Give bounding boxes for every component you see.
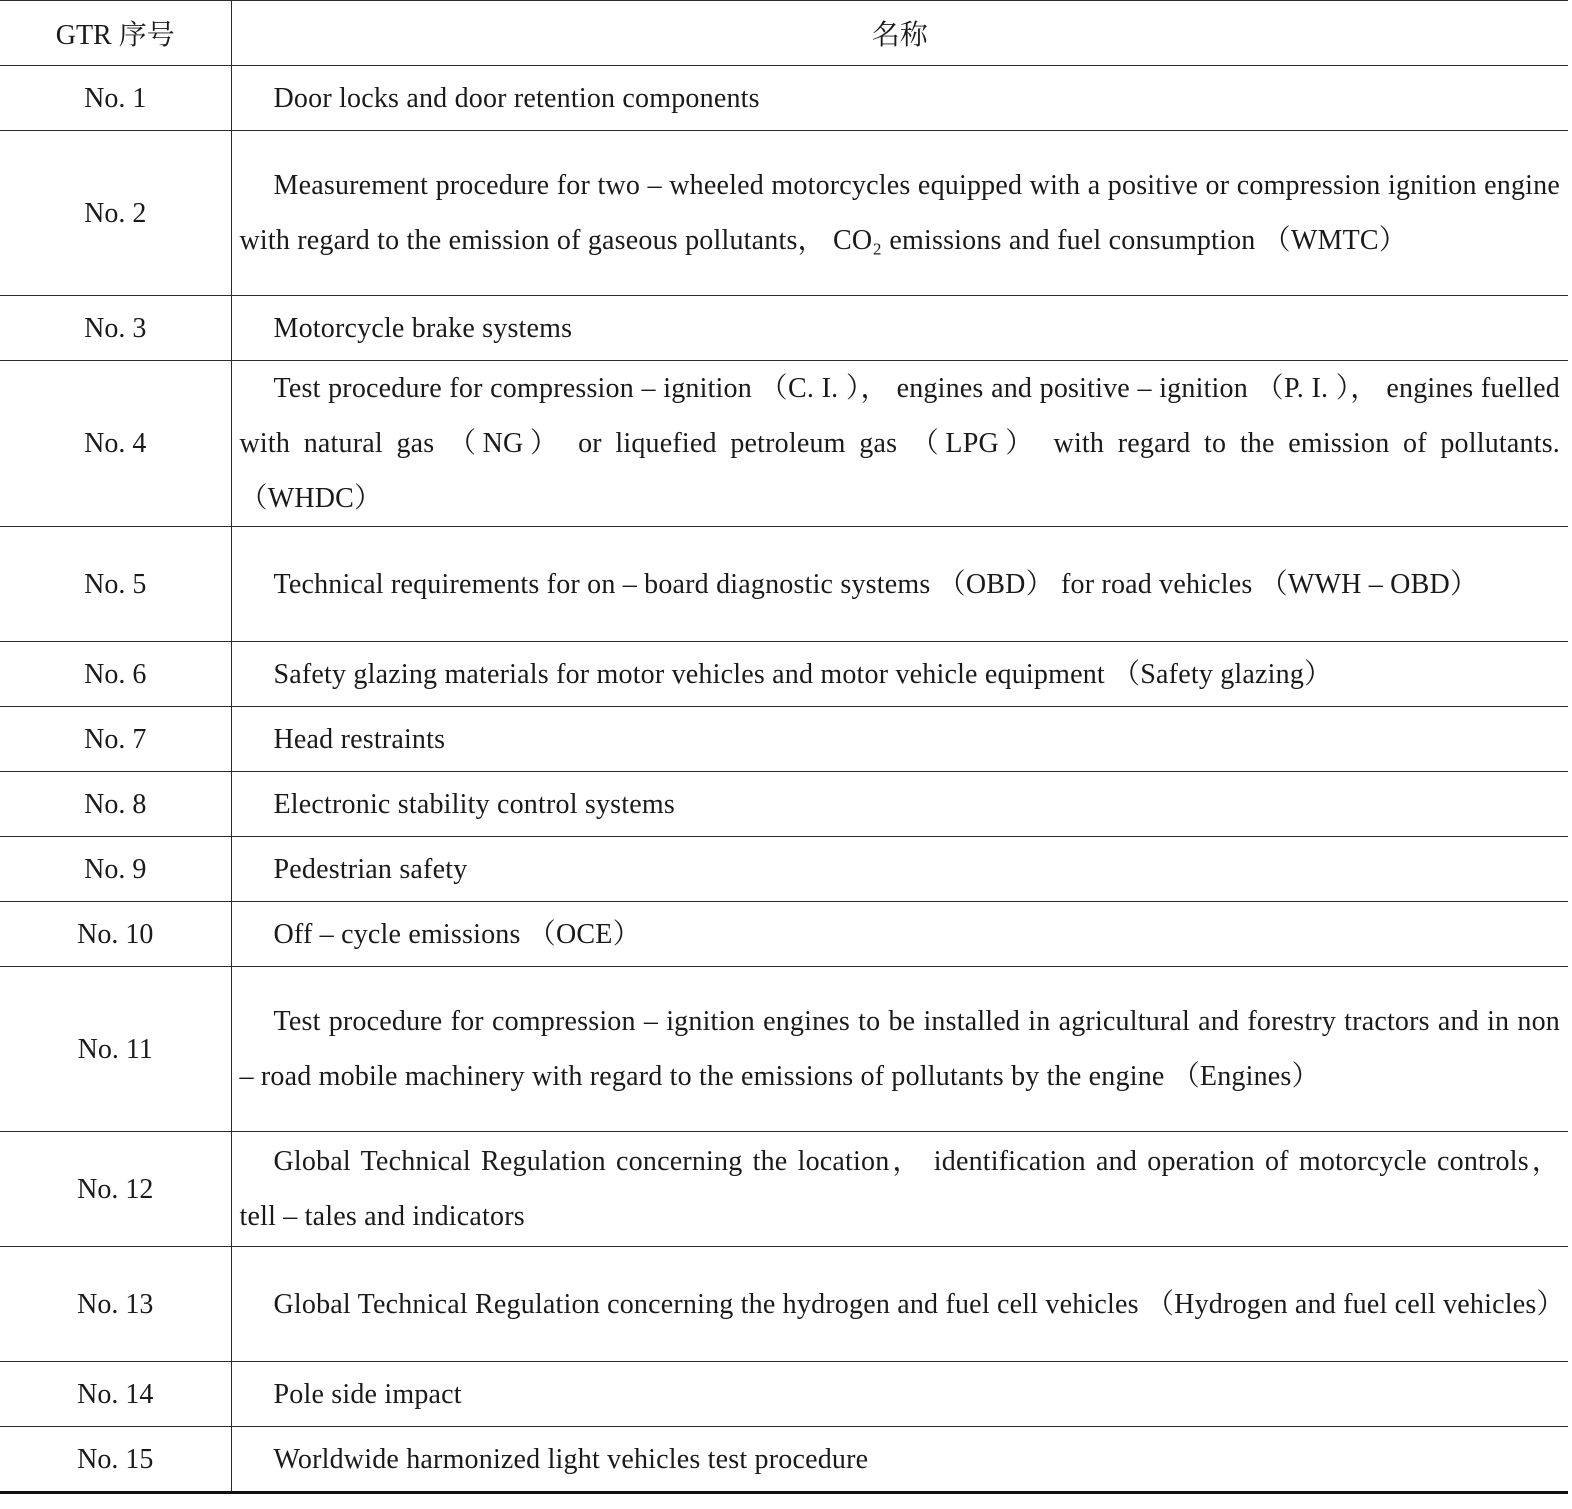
gtr-number-cell: No. 3 [0, 296, 231, 361]
table-row [0, 527, 1568, 642]
table-row [0, 1132, 1568, 1247]
gtr-number-cell: No. 13 [0, 1247, 231, 1362]
table-row [0, 66, 1568, 131]
gtr-name-cell: Test procedure for compression – ignition engines to be installed in agricultural and forestry tractors and in non – road mobile machinery with regard to the emissions of pollutants by the engine （Engines） [231, 967, 1568, 1132]
gtr-number-cell: No. 2 [0, 131, 231, 296]
header-name: 名称 [231, 1, 1568, 66]
gtr-number-cell: No. 9 [0, 837, 231, 902]
gtr-number-cell: No. 4 [0, 361, 231, 527]
gtr-name-cell: Measurement procedure for two – wheeled motorcycles equipped with a positive or compression ignition engine with regard to the emission of gaseous pollutants， CO₂ emissions and fuel consumption （WMTC） [231, 131, 1568, 296]
gtr-number-cell: No. 11 [0, 967, 231, 1132]
table-row [0, 837, 1568, 902]
gtr-number-cell: No. 6 [0, 642, 231, 707]
gtr-number-cell: No. 14 [0, 1362, 231, 1427]
gtr-name-cell: Motorcycle brake systems [231, 296, 1568, 361]
gtr-name-cell: Door locks and door retention components [231, 66, 1568, 131]
gtr-name-cell: Off – cycle emissions （OCE） [231, 902, 1568, 967]
table-row [0, 1427, 1568, 1493]
gtr-name-cell: Safety glazing materials for motor vehicles and motor vehicle equipment （Safety glazing） [231, 642, 1568, 707]
gtr-name-cell: Technical requirements for on – board diagnostic systems （OBD） for road vehicles （WWH – OBD） [231, 527, 1568, 642]
table-row [0, 902, 1568, 967]
table-row [0, 1247, 1568, 1362]
gtr-number-cell: No. 8 [0, 772, 231, 837]
table-row [0, 361, 1568, 527]
table-row [0, 131, 1568, 296]
gtr-number-cell: No. 12 [0, 1132, 231, 1247]
gtr-name-cell: Pedestrian safety [231, 837, 1568, 902]
gtr-name-cell: Worldwide harmonized light vehicles test procedure [231, 1427, 1568, 1493]
header-row [0, 1, 1568, 66]
table-row [0, 296, 1568, 361]
table-row [0, 1362, 1568, 1427]
header-gtr-number: GTR 序号 [0, 1, 231, 66]
table-row [0, 772, 1568, 837]
table-row [0, 642, 1568, 707]
gtr-number-cell: No. 10 [0, 902, 231, 967]
gtr-name-cell: Global Technical Regulation concerning the location， identification and operation of motorcycle controls， tell – tales and indicators [231, 1132, 1568, 1247]
gtr-number-cell: No. 15 [0, 1427, 231, 1493]
gtr-name-cell: Global Technical Regulation concerning the hydrogen and fuel cell vehicles （Hydrogen and fuel cell vehicles） [231, 1247, 1568, 1362]
gtr-name-cell: Head restraints [231, 707, 1568, 772]
table-body [0, 66, 1568, 1493]
table-row [0, 707, 1568, 772]
table-row [0, 967, 1568, 1132]
table-header [0, 1, 1568, 66]
gtr-name-cell: Pole side impact [231, 1362, 1568, 1427]
gtr-number-cell: No. 7 [0, 707, 231, 772]
gtr-number-cell: No. 1 [0, 66, 231, 131]
gtr-name-cell: Electronic stability control systems [231, 772, 1568, 837]
gtr-name-cell: Test procedure for compression – ignition （C. I. ）， engines and positive – ignition （P. I. ）， engines fuelled with natural gas （NG） or liquefied petroleum gas （LPG） with regard to the emission of pollutants. （WHDC） [231, 361, 1568, 527]
gtr-number-cell: No. 5 [0, 527, 231, 642]
